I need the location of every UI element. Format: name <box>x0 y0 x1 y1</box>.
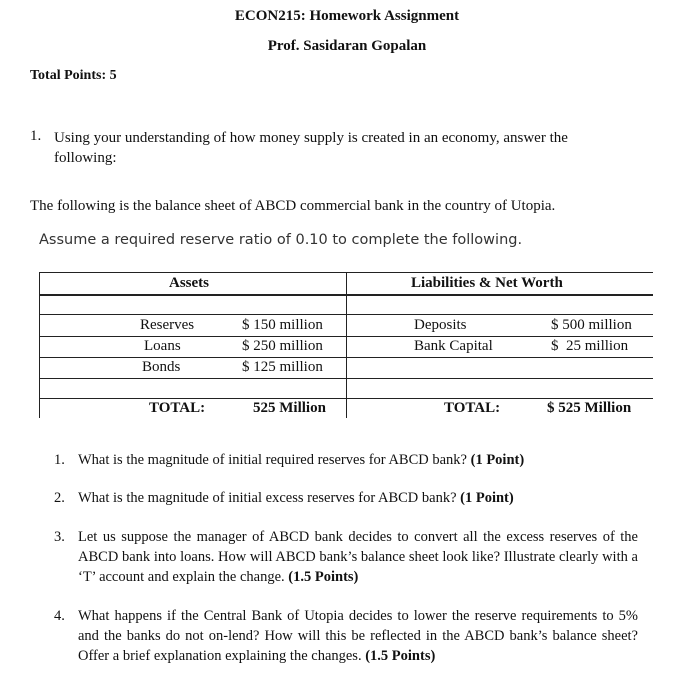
sub-question-points: (1 Point) <box>460 490 514 506</box>
document-title: ECON215: Homework Assignment <box>234 8 460 24</box>
professor-name: Prof. Sasidaran Gopalan <box>267 38 427 54</box>
asset-label: Loans <box>144 338 181 354</box>
question-number: 1. <box>30 128 42 144</box>
sub-question-text: What happens if the Central Bank of Utopia decides to lower the reserve requirements to 5% and the banks do not on-lend? How will this be reflected in the ABCD bank’s balance sheet? Offer a brief explanation explaining the changes. (1.5 Points) <box>78 608 638 664</box>
reserve-ratio-assumption: Assume a required reserve ratio of 0.10 to complete the following. <box>39 232 523 248</box>
liability-label: Deposits <box>414 317 467 333</box>
asset-value: $ 125 million <box>242 359 323 375</box>
liabilities-total-label: TOTAL: <box>444 400 501 416</box>
question-text: Using your understanding of how money supply is created in an economy, answer the following: <box>54 130 568 166</box>
sub-question-number: 1. <box>54 452 65 468</box>
liabilities-total-value: $ 525 Million <box>547 400 632 416</box>
asset-value: $ 250 million <box>242 338 323 354</box>
assets-total-label: TOTAL: <box>149 400 206 416</box>
liability-value: $ 500 million <box>551 317 632 333</box>
balance-sheet-table <box>39 272 653 420</box>
sub-question-number: 3. <box>54 529 65 545</box>
liability-label: Bank Capital <box>414 338 493 354</box>
balance-sheet-intro: The following is the balance sheet of ABCD commercial bank in the country of Utopia. <box>30 198 556 214</box>
asset-label: Bonds <box>142 359 181 375</box>
sub-question-text: What is the magnitude of initial excess reserves for ABCD bank? (1 Point) <box>78 490 514 506</box>
sub-question-text: What is the magnitude of initial required reserves for ABCD bank? (1 Point) <box>78 452 525 468</box>
sub-question-text: Let us suppose the manager of ABCD bank decides to convert all the excess reserves of the ABCD bank into loans. How will ABCD bank’s balance sheet look like? Illustrate clearly with a ‘T’ account and explain the change. (1.5 Points) <box>78 529 638 585</box>
sub-question-number: 4. <box>54 608 65 624</box>
asset-value: $ 150 million <box>242 317 323 333</box>
liabilities-header: Liabilities & Net Worth <box>411 275 563 291</box>
sub-question-points: (1.5 Points) <box>288 569 359 585</box>
table-border-left <box>39 272 40 418</box>
total-points: Total Points: 5 <box>30 68 117 83</box>
sub-question-points: (1 Point) <box>470 452 525 468</box>
t-account-center-line <box>346 272 347 418</box>
assets-total-value: 525 Million <box>253 400 326 416</box>
sub-question-number: 2. <box>54 490 65 506</box>
sub-question-points: (1.5 Points) <box>365 648 436 664</box>
asset-label: Reserves <box>140 317 195 333</box>
liability-value: $ 25 million <box>551 338 629 354</box>
assets-header: Assets <box>169 275 209 291</box>
